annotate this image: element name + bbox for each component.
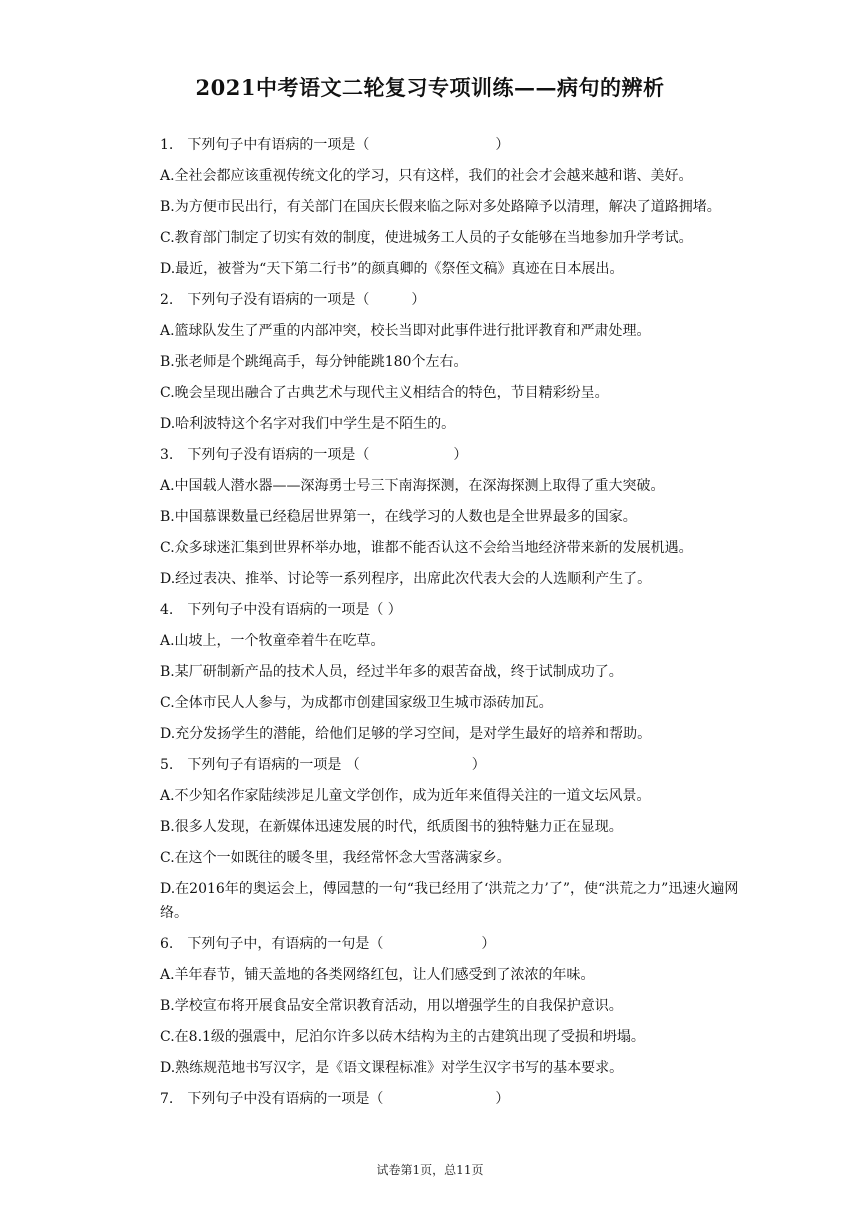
question-5-option-a: A.不少知名作家陆续涉足儿童文学创作，成为近年来值得关注的一道文坛风景。 bbox=[160, 788, 651, 804]
question-6-option-b: B.学校宣布将开展食品安全常识教育活动，用以增强学生的自我保护意识。 bbox=[160, 998, 623, 1014]
question-2-option-d: D.哈利波特这个名字对我们中学生是不陌生的。 bbox=[160, 416, 456, 432]
question-3-option-b: B.中国慕课数量已经稳居世界第一，在线学习的人数也是全世界最多的国家。 bbox=[160, 509, 637, 525]
question-1-option-d: D.最近，被誉为“天下第二行书”的颜真卿的《祭侄文稿》真迹在日本展出。 bbox=[160, 261, 624, 277]
question-3-option-d: D.经过表决、推举、讨论等一系列程序，出席此次代表大会的人选顺利产生了。 bbox=[160, 571, 652, 587]
question-1-stem: 1. 下列句子中有语病的一项是（ ） bbox=[160, 137, 510, 153]
page-title: 2021中考语文二轮复习专项训练——病句的辨析 bbox=[195, 75, 665, 100]
question-6-option-d: D.熟练规范地书写汉字，是《语文课程标准》对学生汉字书写的基本要求。 bbox=[160, 1060, 624, 1076]
question-6-stem: 6. 下列句子中，有语病的一句是（ ） bbox=[160, 936, 496, 952]
question-2-stem: 2. 下列句子没有语病的一项是（ ） bbox=[160, 292, 426, 308]
question-2-option-b: B.张老师是个跳绳高手，每分钟能跳180个左右。 bbox=[160, 354, 468, 370]
question-4-stem: 4. 下列句子中没有语病的一项是（ ） bbox=[160, 602, 402, 618]
question-1-option-b: B.为方便市民出行，有关部门在国庆长假来临之际对多处路障予以清理，解决了道路拥堵。 bbox=[160, 199, 721, 215]
page-footer: 试卷第1页，总11页 bbox=[376, 1163, 484, 1177]
question-4-option-b: B.某厂研制新产品的技术人员，经过半年多的艰苦奋战，终于试制成功了。 bbox=[160, 664, 623, 680]
question-5-stem: 5. 下列句子有语病的一项是 （ ） bbox=[160, 757, 486, 773]
question-4-option-d: D.充分发扬学生的潜能，给他们足够的学习空间，是对学生最好的培养和帮助。 bbox=[160, 726, 652, 742]
question-list bbox=[160, 130, 740, 1115]
question-4-option-c: C.全体市民人人参与，为成都市创建国家级卫生城市添砖加瓦。 bbox=[160, 695, 553, 711]
question-5-option-d: D.在2016年的奥运会上，傅园慧的一句“我已经用了‘洪荒之力’了”，使“洪荒之力”迅速火遍网络。 bbox=[160, 881, 739, 921]
question-5-option-c: C.在这个一如既往的暖冬里，我经常怀念大雪落满家乡。 bbox=[160, 850, 511, 866]
question-5-option-b: B.很多人发现，在新媒体迅速发展的时代，纸质图书的独特魅力正在显现。 bbox=[160, 819, 623, 835]
question-1-option-a: A.全社会都应该重视传统文化的学习，只有这样，我们的社会才会越来越和谐、美好。 bbox=[160, 168, 693, 184]
question-7-stem: 7. 下列句子中没有语病的一项是（ ） bbox=[160, 1091, 510, 1107]
question-2-option-a: A.篮球队发生了严重的内部冲突，校长当即对此事件进行批评教育和严肃处理。 bbox=[160, 323, 651, 339]
question-6-option-a: A.羊年春节，铺天盖地的各类网络红包，让人们感受到了浓浓的年味。 bbox=[160, 967, 595, 983]
question-4-option-a: A.山坡上，一个牧童牵着牛在吃草。 bbox=[160, 633, 385, 649]
question-3-option-a: A.中国载人潜水器——深海勇士号三下南海探测，在深海探测上取得了重大突破。 bbox=[160, 478, 665, 494]
question-3-stem: 3. 下列句子没有语病的一项是（ ） bbox=[160, 447, 468, 463]
question-6-option-c: C.在8.1级的强震中，尼泊尔许多以砖木结构为主的古建筑出现了受损和坍塌。 bbox=[160, 1029, 645, 1045]
question-2-option-c: C.晚会呈现出融合了古典艺术与现代主义相结合的特色，节目精彩纷呈。 bbox=[160, 385, 609, 401]
question-3-option-c: C.众多球迷汇集到世界杯举办地，谁都不能否认这不会给当地经济带来新的发展机遇。 bbox=[160, 540, 693, 556]
question-1-option-c: C.教育部门制定了切实有效的制度，使进城务工人员的子女能够在当地参加升学考试。 bbox=[160, 230, 693, 246]
